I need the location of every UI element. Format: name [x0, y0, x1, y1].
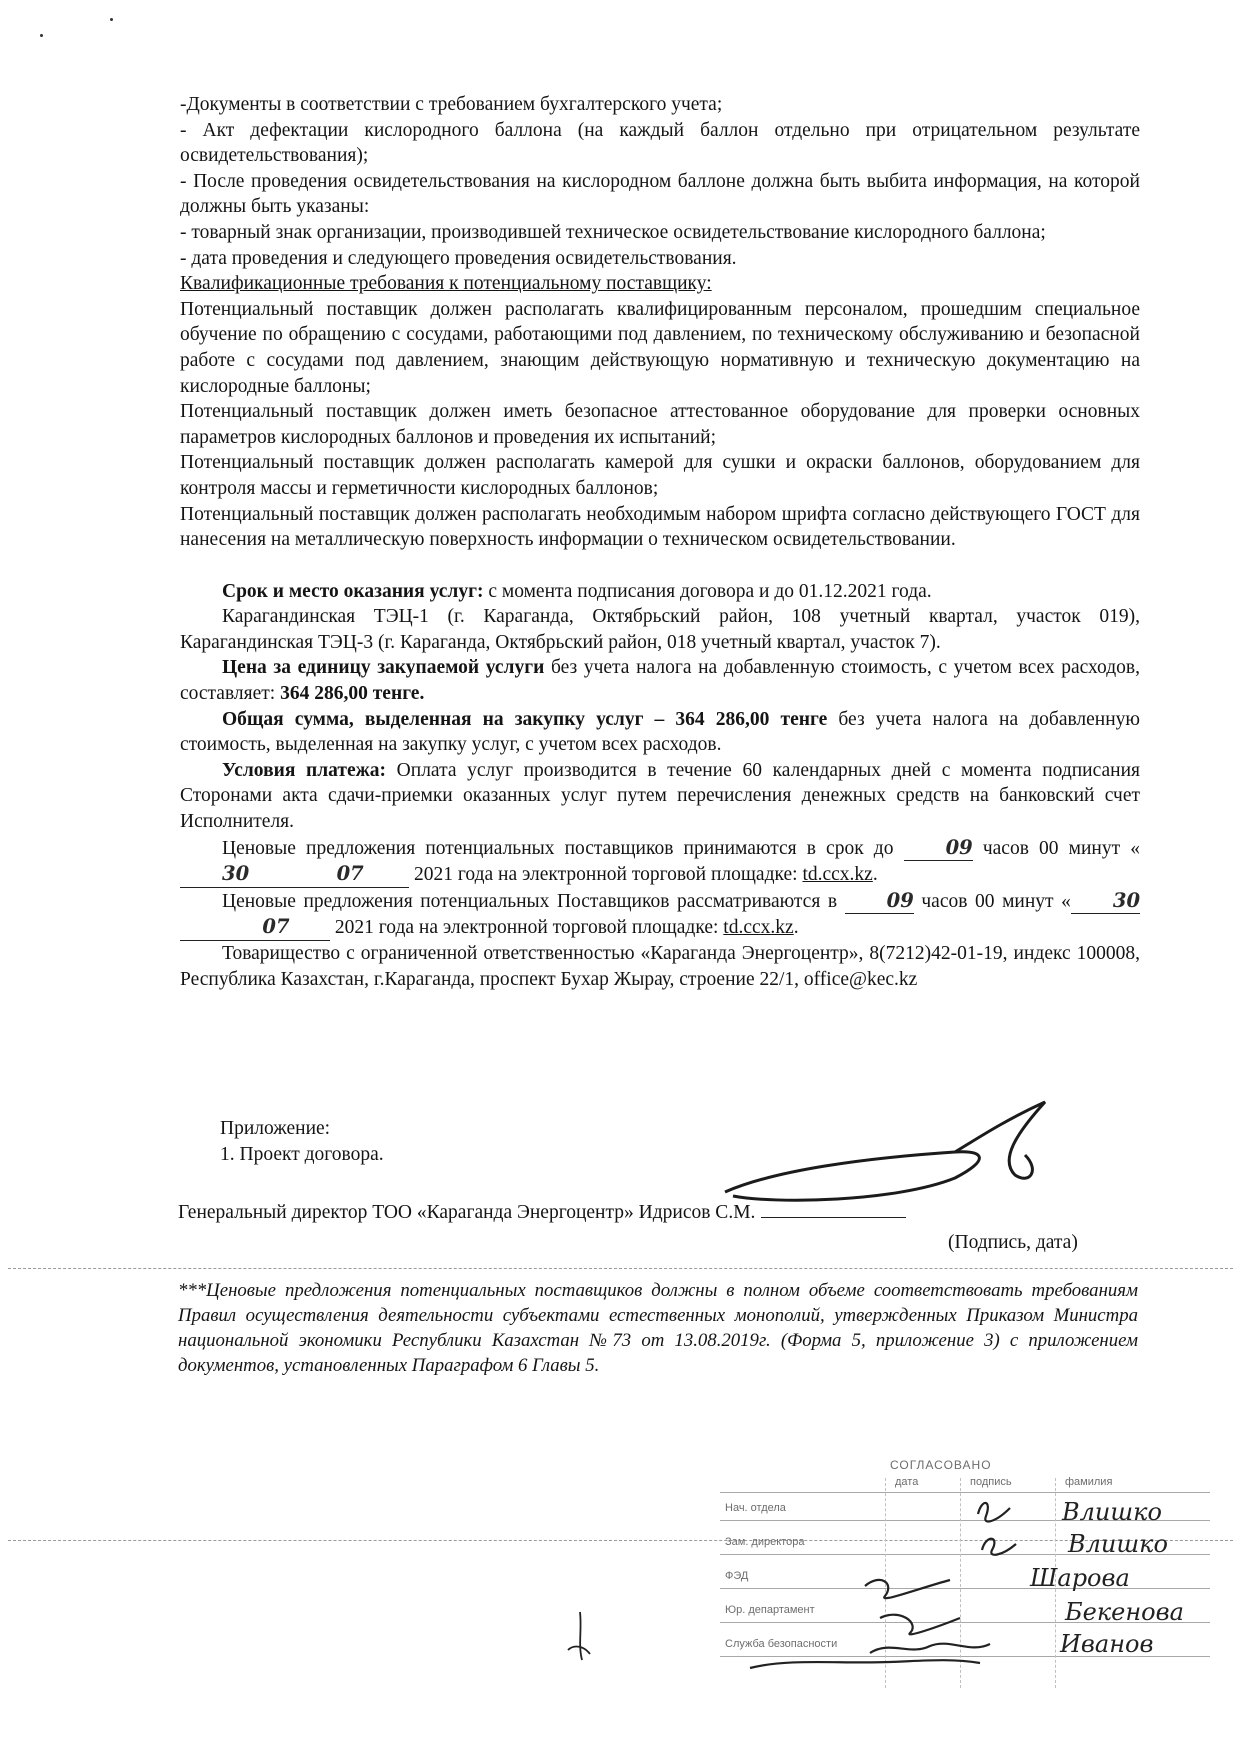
offers-accept-text: 2021 года на электронной торговой площадке:: [409, 864, 803, 886]
total-value: 364 286,00 тенге: [675, 708, 828, 730]
qualification-item: Потенциальный поставщик должен располагать квалифицированным персоналом, прошедшим специальное обучение по обращению с сосудами, работающими под давлением, по техническому обслуживанию и безопасной работе с сосудами под давлением, знающим действующую нормативную и техническую документацию на кислородные баллоны;: [180, 298, 1140, 397]
offers-accept-text: часов 00 минут «: [972, 837, 1140, 859]
approval-stamp: [720, 1458, 1220, 1688]
doc-line: - товарный знак организации, производившей техническое освидетельствование кислородного баллона;: [180, 221, 1046, 243]
total-label: Общая сумма, выделенная на закупку услуг: [222, 708, 644, 730]
unit-price-label: Цена за единицу закупаемой услуги: [222, 657, 545, 679]
offers-accept-text: Ценовые предложения потенциальных поставщиков принимаются в срок до: [222, 837, 904, 859]
qualification-item: Потенциальный поставщик должен располагать камерой для сушки и окраски баллонов, оборудованием для контроля массы и герметичности кислородных баллонов;: [180, 452, 1140, 499]
punctuation: .: [793, 917, 799, 939]
term-places: Карагандинская ТЭЦ-1 (г. Караганда, Октябрьский район, 108 учетный квартал, участок 019), Карагандинская ТЭЦ-3 (г. Караганда, Октябрьский район, 018 учетный квартал, участок 7).: [180, 606, 1140, 653]
punctuation: .: [872, 864, 878, 886]
qualification-item: Потенциальный поставщик должен иметь безопасное аттестованное оборудование для проверки основных параметров кислородных баллонов и проведения их испытаний;: [180, 401, 1140, 448]
director-line: [178, 1202, 906, 1224]
director-name: Генеральный директор ТОО «Караганда Энергоцентр» Идрисов С.М.: [178, 1202, 756, 1223]
appendix-title: Приложение:: [220, 1118, 331, 1139]
doc-line: - После проведения освидетельствования на кислородном баллоне должна быть выбита информация, на которой должны быть указаны:: [180, 170, 1140, 218]
handwritten-month: 07: [180, 914, 330, 941]
company-details: Товарищество с ограниченной ответственностью «Караганда Энергоцентр», 8(7212)42-01-19, индекс 100008, Республика Казахстан, г.Караганда, проспект Бухар Жырау, строение 22/1, office@kec.kz: [180, 943, 1140, 990]
document-body: [180, 92, 1140, 992]
stamp-column-surname: фамилия: [1065, 1476, 1113, 1488]
unit-price-paragraph: [180, 655, 1140, 706]
offers-accept-paragraph: [180, 835, 1140, 888]
qualification-heading: Квалификационные требования к потенциальному поставщику:: [180, 273, 712, 295]
appendix: [220, 1116, 384, 1168]
director-signature: [715, 1100, 1075, 1210]
doc-line: -Документы в соответствии с требованием бухгалтерского учета;: [180, 94, 723, 115]
signature-line: [761, 1217, 906, 1218]
stamp-surname: Бекенова: [1065, 1598, 1184, 1626]
payment-paragraph: [180, 758, 1140, 835]
footnote: ***Ценовые предложения потенциальных поставщиков должны в полном объеме соответствовать требованиям Правил осуществления деятельности субъектами естественных монополий, утвержденных Приказом Министра национальной экономики Республики Казахстан №73 от 13.08.2019г. (Форма 5, приложение 3) с приложением документов, установленных Параграфом 6 Главы 5.: [178, 1280, 1138, 1376]
offers-review-text: Ценовые предложения потенциальных Поставщиков рассматриваются в: [222, 890, 845, 912]
separator-line: [8, 1268, 1233, 1269]
doc-line: - дата проведения и следующего проведения освидетельствования.: [180, 247, 737, 269]
stamp-surname: Влишко: [1068, 1530, 1168, 1558]
stamp-surname: Шарова: [1030, 1564, 1130, 1592]
payment-label: Условия платежа:: [222, 759, 387, 781]
offers-review-paragraph: [180, 888, 1140, 941]
total-paragraph: [180, 707, 1140, 758]
qualification-item: Потенциальный поставщик должен располагать необходимым набором шрифта согласно действующего ГОСТ для нанесения на металлическую поверхность информации о техническом освидетельствовании.: [180, 503, 1140, 551]
stamp-column-signature: подпись: [970, 1476, 1012, 1488]
stamp-surname: Влишко: [1062, 1498, 1162, 1526]
appendix-item: 1. Проект договора.: [220, 1144, 384, 1165]
payment-text: Оплата услуг производится в течение 60 календарных дней с момента подписания Сторонами акта сдачи-приемки оказанных услуг путем перечисления денежных средств на банковский счет Исполнителя.: [180, 759, 1140, 833]
scan-speck: [110, 18, 113, 21]
stamp-column-date: дата: [895, 1476, 919, 1488]
scan-speck: [40, 34, 43, 37]
signature-caption: (Подпись, дата): [948, 1232, 1078, 1253]
term-text: с момента подписания договора и до 01.12.2021 года.: [483, 580, 932, 602]
stamp-role: Нач. отдела: [725, 1502, 786, 1514]
stamp-role: Юр. департамент: [725, 1604, 815, 1616]
trading-site-link[interactable]: td.ccx.kz: [723, 917, 794, 939]
handwritten-month: 07: [249, 861, 409, 888]
handwritten-day: 30: [1071, 888, 1140, 915]
pen-mark: [560, 1610, 600, 1670]
handwritten-hour: 09: [845, 888, 914, 915]
term-paragraph: [180, 579, 1140, 605]
handwritten-hour: 09: [904, 835, 973, 862]
approval-signatures: [720, 1458, 1220, 1688]
trading-site-link[interactable]: td.ccx.kz: [802, 864, 873, 886]
stamp-role: Служба безопасности: [725, 1638, 838, 1650]
offers-review-text: часов 00 минут «: [913, 890, 1071, 912]
total-dash: –: [643, 708, 676, 730]
handwritten-day: 30: [180, 861, 249, 888]
offers-review-text: 2021 года на электронной торговой площадке:: [330, 917, 724, 939]
total-text: без учета налога на добавленную стоимость, выделенная на закупку услуг, с учетом всех расходов.: [180, 708, 1140, 756]
stamp-role: ФЭД: [725, 1570, 749, 1582]
doc-line: - Акт дефектации кислородного баллона (на каждый баллон отдельно при отрицательном результате освидетельствования);: [180, 119, 1140, 167]
stamp-surname: Иванов: [1060, 1630, 1154, 1658]
stamp-role: Зам. директора: [725, 1536, 805, 1548]
unit-price-text: без учета налога на добавленную стоимость, с учетом всех расходов, составляет:: [180, 657, 1140, 705]
unit-price-value: 364 286,00 тенге.: [280, 683, 425, 705]
term-label: Срок и место оказания услуг:: [222, 580, 484, 602]
stamp-title: СОГЛАСОВАНО: [890, 1458, 992, 1472]
